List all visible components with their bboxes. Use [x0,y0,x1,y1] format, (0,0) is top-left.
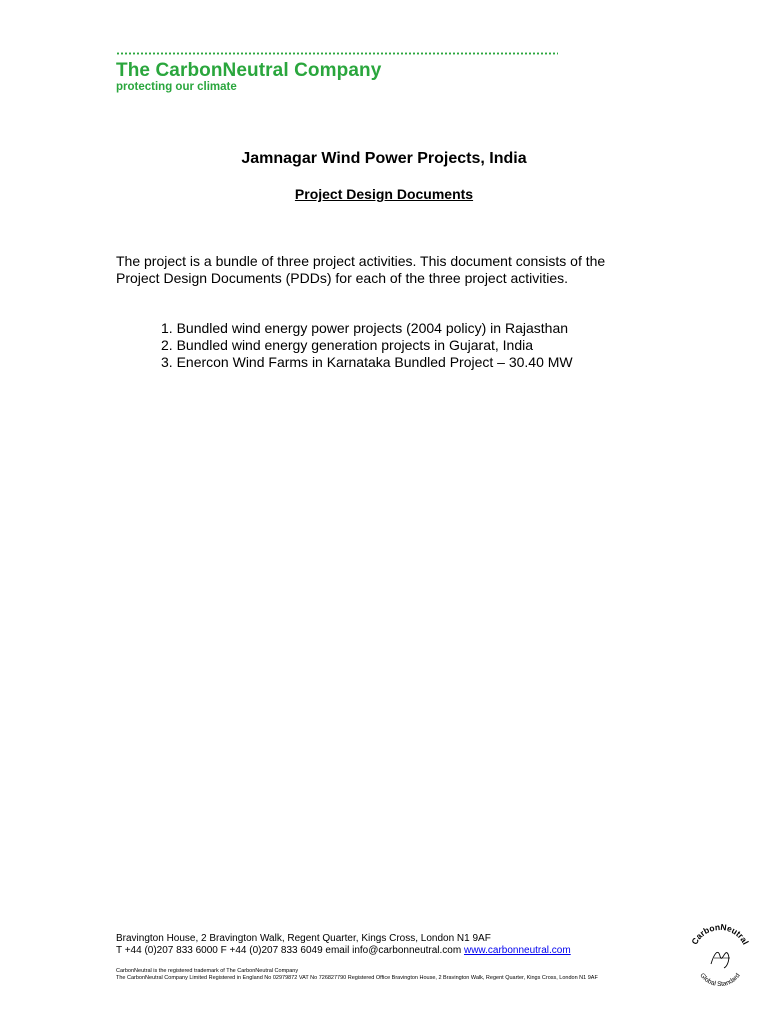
seal-bottom-text-path: Global Standard [698,972,742,989]
trademark-notice: CarbonNeutral is the registered trademark of The CarbonNeutral Company [116,968,299,974]
footer-address: Bravington House, 2 Bravington Walk, Regent Quarter, Kings Cross, London N1 9AF [116,933,491,944]
intro-line: The project is a bundle of three project activities. This document consists of the [116,253,606,269]
project-activity-list [161,320,573,371]
intro-line: Project Design Documents (PDDs) for each of the three project activities. [116,270,569,286]
carbonneutral-seal [684,918,756,990]
document-subtitle: Project Design Documents [294,186,474,202]
seal-bottom-text [698,972,742,988]
seal-top-text-path: CarbonNeutral [689,921,751,947]
registration-notice: The CarbonNeutral Company Limited Registered in England No 02979872 VAT No 726827790 Registered Office Bravington House, 2 Bravington Walk, Regent Quarter, Kings Cross, London N1 9AF [116,974,598,981]
dotted-rule [116,52,558,55]
list-item: 2. Bundled wind energy generation projects in Gujarat, India [161,337,534,353]
company-name: The CarbonNeutral Company [116,60,382,81]
footer-legal [116,968,598,981]
footer-contact [116,945,571,957]
document-title: Jamnagar Wind Power Projects, India [241,150,527,167]
footer-contact-text: T +44 (0)207 833 6000 F +44 (0)207 833 6049 email info@carbonneutral.com [116,945,462,956]
letterhead [116,52,576,93]
intro-paragraph [116,253,676,287]
company-tagline: protecting our climate [116,81,237,93]
footer-address-block [116,933,571,957]
list-item: 3. Enercon Wind Farms in Karnataka Bundled Project – 30.40 MW [161,354,573,370]
seal-top-text [689,922,751,946]
website-link[interactable]: www.carbonneutral.com [463,945,571,956]
list-item: 1. Bundled wind energy power projects (2004 policy) in Rajasthan [161,320,569,336]
seal-signature-mark [711,952,729,968]
